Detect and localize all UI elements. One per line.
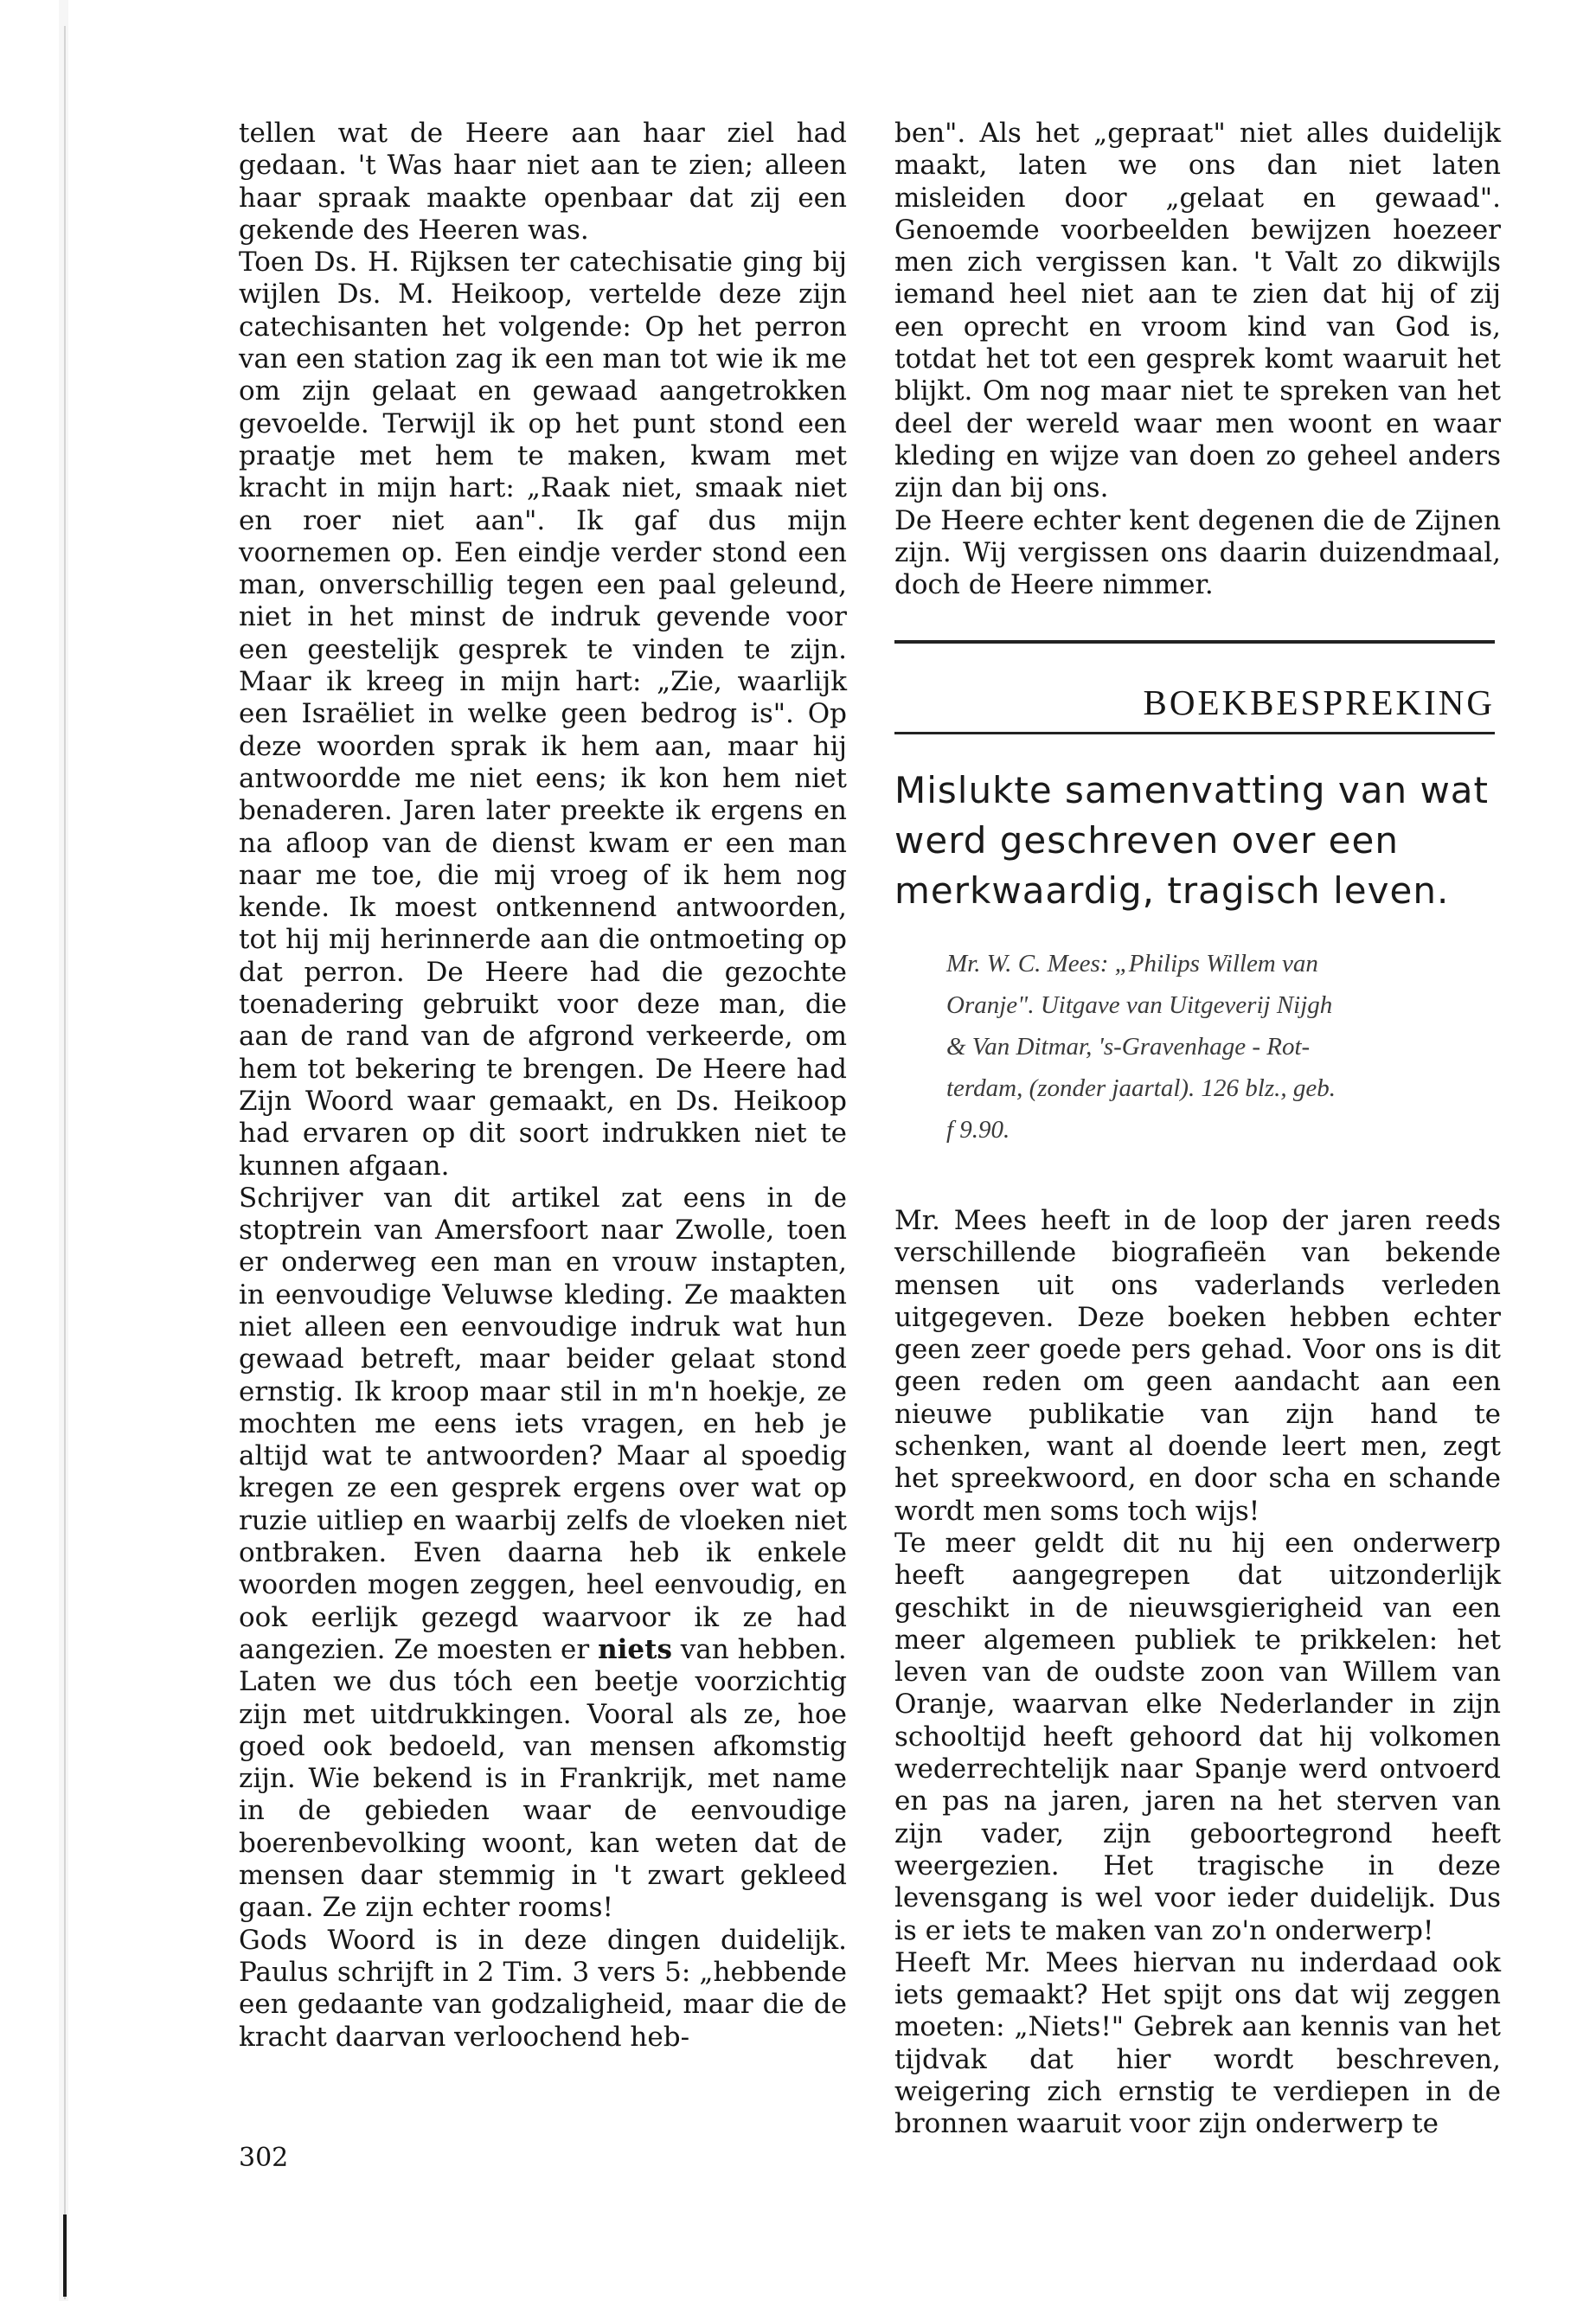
bibliography-line: f 9.90. — [946, 1116, 1010, 1144]
review-headline — [894, 766, 1501, 916]
right-paragraph-1: ben". Als het „gepraat" niet alles duidelijk maakt, laten we ons dan niet laten misleiden door „gelaat en gewaad". Genoemde voorbeelden bewijzen hoezeer men zich vergissen kan. 't Valt zo dikwijls iemand heel niet aan te zien dat hij of zij een oprecht en vroom kind van God is, totdat het tot een gesprek komt waaruit het blijkt. Om nog maar niet te spreken van het deel der wereld waar men woont en waar kleding en wijze van doen zo geheel anders zijn dan bij ons. — [894, 118, 1501, 504]
bibliography-line: Oranje". Uitgave van Uitgeverij Nijgh — [946, 991, 1333, 1019]
section-rule-top — [894, 640, 1495, 644]
review-paragraph: Heeft Mr. Mees hiervan nu inderdaad ook iets gemaakt? Het spijt ons dat wij zeggen moeten: „Niets!" Gebrek aan kennis van het tijdvak dat hier wordt beschreven, weigering zich ernstig te verdiepen in de bronnen waaruit voor zijn onderwerp te — [894, 1946, 1501, 2140]
bibliography-line: terdam, (zonder jaartal). 126 blz., geb. — [946, 1074, 1336, 1102]
left-paragraph-2: Toen Ds. H. Rijksen ter catechisatie ging bij wijlen Ds. M. Heikoop, vertelde deze zijn catechisanten het volgende: Op het perron van een station zag ik een man tot wie ik me om zijn gelaat en gewaad aangetrokken gevoelde. Terwijl ik op het punt stond een praatje met hem te maken, kwam met kracht in mijn hart: „Raak niet, smaak niet en roer niet aan". Ik gaf dus mijn voornemen op. Een eindje verder stond een man, onverschillig tegen een paal geleund, niet in het minst de indruk gevende voor een geestelijk gesprek te vinden te zijn. Maar ik kreeg in mijn hart: „Zie, waarlijk een Israëliet in welke geen bedrog is". Op deze woorden sprak ik hem aan, maar hij antwoordde me niet eens; ik kon hem niet benaderen. Jaren later preekte ik ergens en na afloop van de dienst kwam er een man naar me toe, die mij vroeg of ik hem nog kende. Ik moest ontkennend antwoorden, tot hij mij herinnerde aan die ontmoeting op dat perron. De Heere had die gezochte toenadering gebruikt voor deze man, die aan de rand van de afgrond verkeerde, om hem tot bekering te brengen. De Heere had Zijn Woord waar gemaakt, en Ds. Heikoop had ervaren op dit soort indrukken niet te kunnen afgaan. — [239, 247, 847, 1182]
bibliography-line: & Van Ditmar, 's-Gravenhage - Rot- — [946, 1033, 1311, 1061]
headline-line: merkwaardig, tragisch leven. — [894, 869, 1450, 912]
left-paragraph-3 — [239, 1183, 847, 1666]
left-column — [239, 118, 847, 2054]
review-paragraph: Mr. Mees heeft in de loop der jaren reeds verschillende biografieën van bekende mensen uit ons vaderlands verleden uitgegeven. Deze boeken hebben echter geen zeer goede pers gehad. Voor ons is dit geen reden om geen aandacht aan een nieuwe publikatie van zijn hand te schenken, want al doende leert men, zegt het spreekwoord, en door scha en schande wordt men soms toch wijs! — [894, 1205, 1501, 1527]
bold-word: niets — [598, 1633, 672, 1665]
section-rule-bottom — [894, 732, 1495, 734]
left-paragraph-4: Laten we dus tóch een beetje voorzichtig zijn met uitdrukkingen. Vooral als ze, hoe goed ook bedoeld, van mensen afkomstig zijn. Wie bekend is in Frankrijk, met name in de gebieden waar de eenvoudige boerenbevolking woont, kan weten dat de mensen daar stemmig in 't zwart gekleed gaan. Ze zijn echter rooms! — [239, 1666, 847, 1924]
left-paragraph-5: Gods Woord is in deze dingen duidelijk. Paulus schrijft in 2 Tim. 3 vers 5: „hebbende een gedaante van godzaligheid, maar die de kracht daarvan verloochend heb- — [239, 1924, 847, 2053]
headline-line: Mislukte samenvatting van wat — [894, 769, 1489, 811]
review-body — [894, 1205, 1501, 2141]
left-paragraph-3-tail: van hebben. — [671, 1633, 847, 1665]
left-paragraph-3-text: Schrijver van dit artikel zat eens in de stoptrein van Amersfoort naar Zwolle, toen er onderweg een man en vrouw instapten, in eenvoudige Veluwse kleding. Ze maakten niet alleen een eenvoudige indruk wat hun gewaad betreft, maar beider gelaat stond ernstig. Ik kroop maar stil in m'n hoekje, ze mochten me eens iets vragen, en heb je altijd wat te antwoorden? Maar al spoedig kregen ze een gesprek ergens over wat op ruzie uitliep en waarbij zelfs de vloeken niet ontbraken. Even daarna heb ik enkele woorden mogen zeggen, heel eenvoudig, en ook eerlijk gezegd waarvoor ik ze had aangezien. Ze moesten er — [239, 1182, 847, 1665]
left-paragraph-1: tellen wat de Heere aan haar ziel had gedaan. 't Was haar niet aan te zien; alleen haar spraak maakte openbaar dat zij een gekende des Heeren was. — [239, 118, 847, 246]
right-paragraph-2: De Heere echter kent degenen die de Zijnen zijn. Wij vergissen ons daarin duizendmaal, doch de Heere nimmer. — [894, 504, 1501, 601]
binding-line — [64, 26, 66, 2299]
headline-line: werd geschreven over een — [894, 819, 1399, 862]
review-paragraph: Te meer geldt dit nu hij een onderwerp heeft aangegrepen dat uitzonderlijk geschikt in de nieuwsgierigheid van een meer algemeen publiek te prikkelen: het leven van de oudste zoon van Willem van Oranje, waarvan elke Nederlander in zijn schooltijd heeft gehoord dat hij volkomen wederrechtelijk naar Spanje werd ontvoerd en pas na jaren, jaren na het sterven van zijn vader, zijn geboortegrond heeft weergezien. Het tragische in deze levensgang is wel voor ieder duidelijk. Dus is er iets te maken van zo'n onderwerp! — [894, 1527, 1501, 1946]
book-bibliography — [946, 943, 1501, 1150]
right-column-top — [894, 118, 1501, 601]
binding-mark — [63, 2214, 67, 2297]
bibliography-line: Mr. W. C. Mees: „Philips Willem van — [946, 950, 1318, 977]
page-number: 302 — [239, 2143, 289, 2173]
section-title: BOEKBESPREKING — [1143, 683, 1495, 722]
